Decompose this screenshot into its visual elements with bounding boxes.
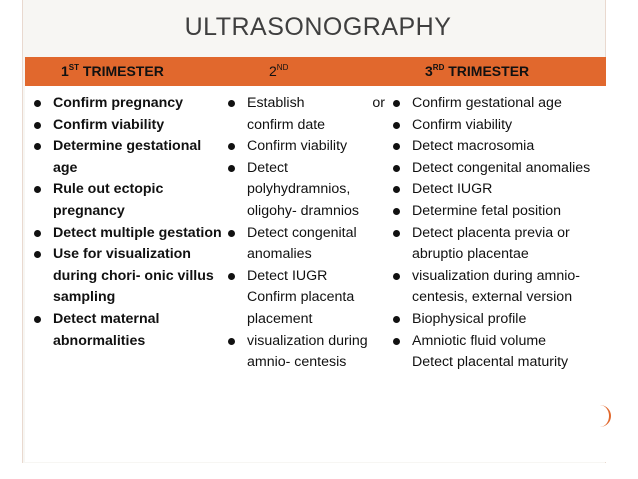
list-item (392, 223, 606, 266)
list-item-text: visualization during amnio- centesis, external version (412, 267, 580, 306)
list-item-text: visualization during amnio- centesis (247, 332, 368, 371)
list-item (392, 158, 606, 180)
header-1-sup: ST (68, 63, 80, 72)
list-item-text: Confirm pregnancy (53, 95, 184, 111)
slide-title: ULTRASONOGRAPHY (184, 13, 452, 41)
first-trimester-list (33, 93, 225, 352)
list-item (392, 331, 606, 353)
header-2-sup: ND (276, 63, 289, 72)
list-item (392, 309, 606, 331)
list-item-continuation (392, 352, 606, 374)
list-item (392, 201, 606, 223)
header-2-num: 2 (269, 63, 277, 79)
list-item-text: Detect maternal abnormalities (53, 310, 160, 349)
list-item (392, 93, 606, 115)
list-item-text: Confirm placenta placement (247, 289, 355, 327)
list-item-text: Establish (247, 95, 305, 111)
list-item (33, 115, 225, 137)
list-item-text: Detect congenital anomalies (412, 159, 591, 176)
header-1-rest: TRIMESTER (79, 63, 164, 79)
header-second-trimester (269, 57, 288, 86)
list-item-text: Determine fetal position (412, 202, 562, 219)
list-item-text: Amniotic fluid volume (412, 332, 547, 349)
header-3-num: 3 (425, 63, 433, 79)
list-item-continuation (227, 287, 385, 330)
third-trimester-column (392, 93, 606, 374)
list-item (227, 331, 385, 374)
justified-line (247, 93, 385, 115)
list-item-text: Use for visualization during chori- onic villus sampling (53, 246, 214, 306)
list-item-text: Detect placental maturity (412, 354, 569, 371)
list-item (392, 179, 606, 201)
list-item-text: Detect polyhydramnios, oligohy- dramnios (247, 159, 359, 219)
decorative-bracket (599, 405, 611, 427)
second-trimester-column (227, 93, 385, 374)
header-third-trimester (425, 57, 529, 86)
list-item-text: Detect multiple gestation (53, 224, 222, 241)
list-item-text: or (372, 95, 385, 111)
list-item (392, 115, 606, 137)
list-item (392, 136, 606, 158)
list-item-text: Biophysical profile (412, 310, 527, 327)
list-item (392, 266, 606, 309)
list-item-text: Determine gestational age (53, 138, 202, 176)
third-trimester-list (392, 93, 606, 374)
list-item (33, 223, 225, 245)
frame-left-border (22, 0, 23, 463)
list-item-text: confirm date (247, 116, 326, 133)
trimester-table (25, 57, 606, 462)
list-item (33, 179, 225, 222)
list-item-text: Confirm viability (53, 116, 165, 133)
list-item-text: Detect IUGR (412, 181, 493, 198)
header-3-rest: TRIMESTER (444, 63, 530, 79)
header-3-sup: RD (432, 63, 445, 72)
list-item-text: Detect IUGR (247, 267, 328, 284)
list-item (227, 266, 385, 288)
list-item-text: Detect congenital anomalies (247, 224, 357, 263)
list-item (33, 244, 225, 309)
list-item-text: Confirm gestational age (412, 95, 562, 111)
table-header-row (25, 57, 606, 86)
list-item (33, 93, 225, 115)
list-item-text: Detect placenta previa or abruptio placentae (412, 224, 570, 263)
list-item-text: Confirm viability (247, 138, 348, 155)
list-item (227, 136, 385, 158)
header-1-num: 1 (61, 63, 69, 79)
list-item (227, 158, 385, 223)
list-item (227, 93, 385, 136)
list-item (33, 309, 225, 352)
header-first-trimester (61, 57, 164, 86)
list-item-text: Detect macrosomia (412, 138, 535, 155)
list-item (33, 136, 225, 179)
second-trimester-list (227, 93, 385, 374)
list-item-text: Confirm viability (412, 116, 513, 133)
list-item (227, 223, 385, 266)
list-item-text: Rule out ectopic pregnancy (53, 181, 164, 219)
first-trimester-column (33, 93, 225, 352)
